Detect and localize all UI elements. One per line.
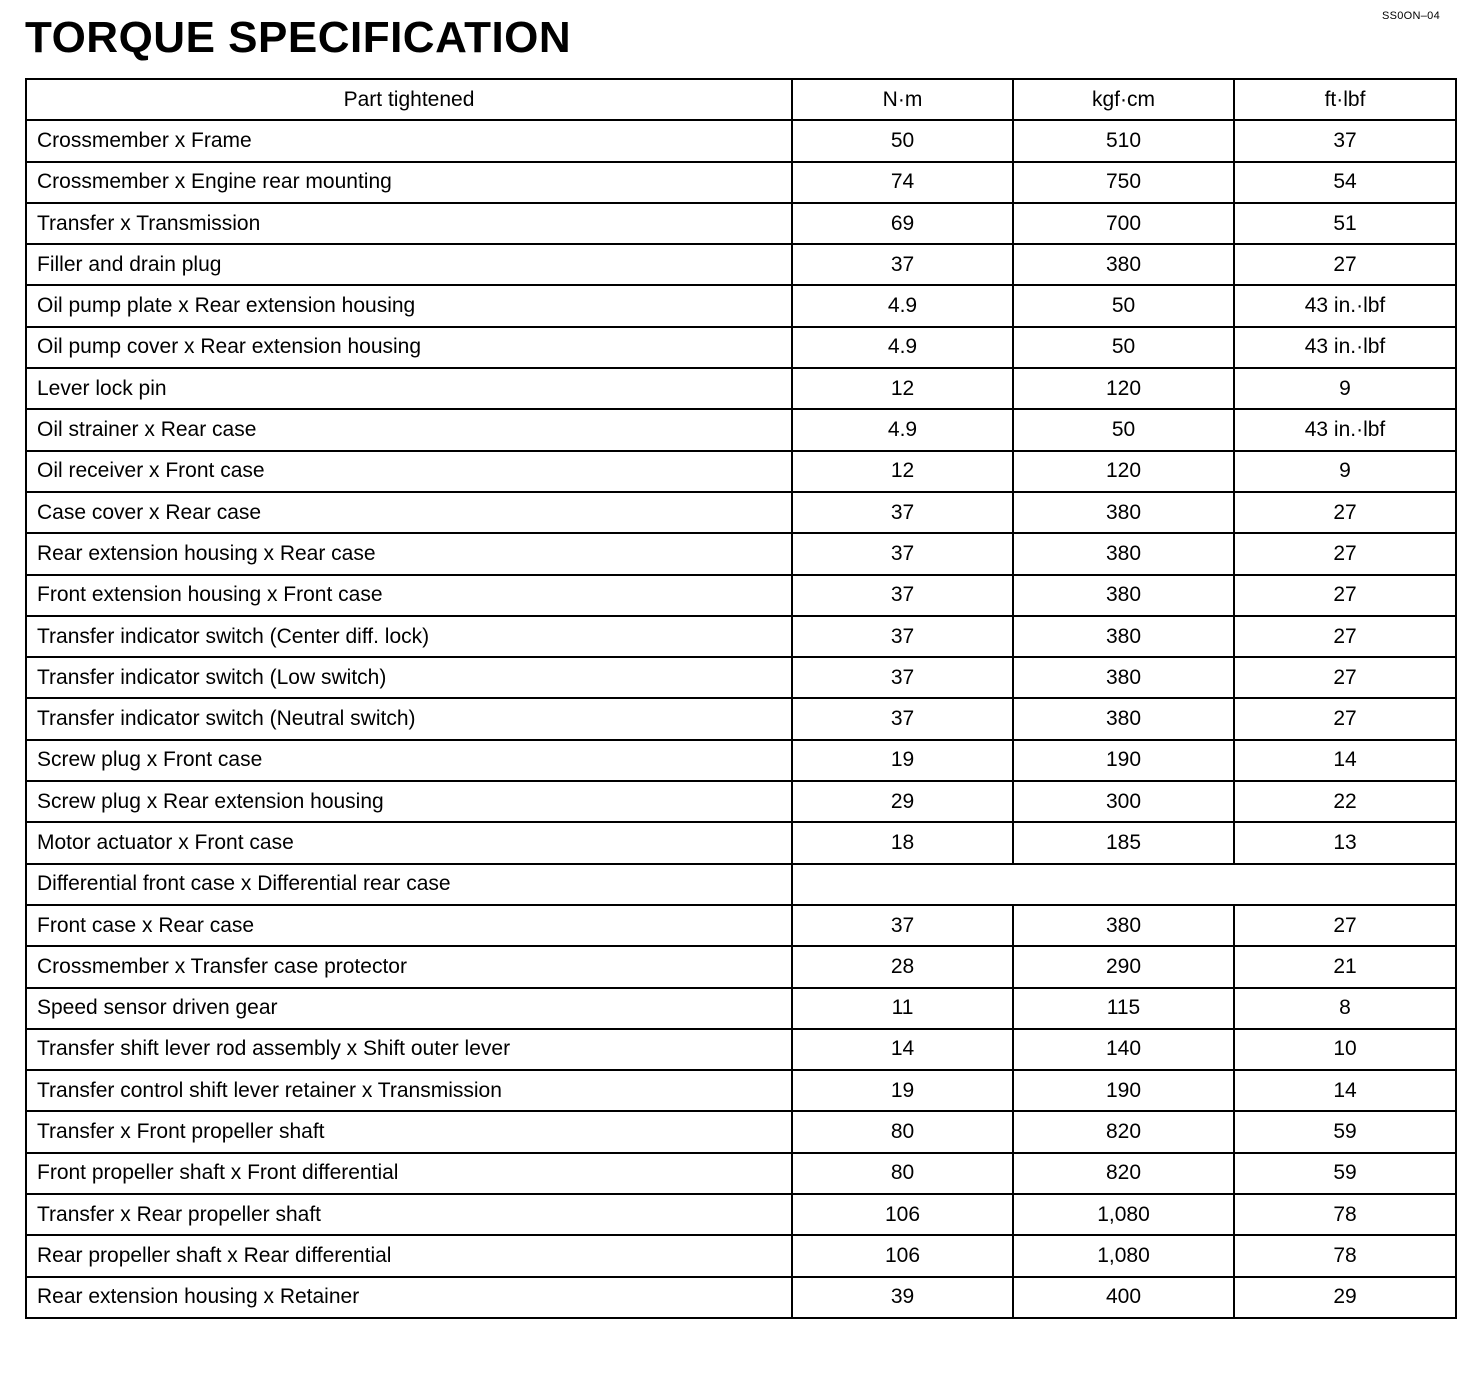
part-cell: Transfer x Transmission — [26, 203, 792, 244]
kgf-cm-cell: 1,080 — [1013, 1194, 1234, 1235]
nm-cell: 12 — [792, 451, 1013, 492]
ft-lbf-cell: 43 in.·lbf — [1234, 285, 1456, 326]
part-cell: Rear propeller shaft x Rear differential — [26, 1235, 792, 1276]
nm-cell: 37 — [792, 616, 1013, 657]
kgf-cm-cell: 115 — [1013, 988, 1234, 1029]
part-cell: Crossmember x Engine rear mounting — [26, 162, 792, 203]
kgf-cm-cell: 510 — [1013, 120, 1234, 161]
part-cell: Differential front case x Differential rear case — [26, 864, 792, 905]
table-row — [26, 285, 1456, 326]
table-row — [26, 988, 1456, 1029]
table-row — [26, 1029, 1456, 1070]
kgf-cm-cell: 50 — [1013, 285, 1234, 326]
kgf-cm-cell: 820 — [1013, 1111, 1234, 1152]
ft-lbf-cell: 22 — [1234, 781, 1456, 822]
nm-cell: 4.9 — [792, 285, 1013, 326]
table-row — [26, 575, 1456, 616]
kgf-cm-cell: 300 — [1013, 781, 1234, 822]
nm-cell: 12 — [792, 368, 1013, 409]
table-row — [26, 203, 1456, 244]
kgf-cm-cell: 120 — [1013, 451, 1234, 492]
kgf-cm-cell: 190 — [1013, 740, 1234, 781]
ft-lbf-cell: 14 — [1234, 1070, 1456, 1111]
ft-lbf-cell: 27 — [1234, 905, 1456, 946]
kgf-cm-cell: 380 — [1013, 533, 1234, 574]
document-code: SS0ON–04 — [1381, 10, 1440, 22]
nm-cell: 4.9 — [792, 409, 1013, 450]
ft-lbf-cell: 27 — [1234, 657, 1456, 698]
part-cell: Transfer shift lever rod assembly x Shift outer lever — [26, 1029, 792, 1070]
nm-cell: 19 — [792, 1070, 1013, 1111]
ft-lbf-cell: 27 — [1234, 698, 1456, 739]
table-header-row — [26, 79, 1456, 120]
header-nm: N·m — [792, 79, 1013, 120]
ft-lbf-cell: 54 — [1234, 162, 1456, 203]
nm-cell: 80 — [792, 1153, 1013, 1194]
nm-cell: 106 — [792, 1194, 1013, 1235]
part-cell: Rear extension housing x Rear case — [26, 533, 792, 574]
kgf-cm-cell: 190 — [1013, 1070, 1234, 1111]
ft-lbf-cell: 78 — [1234, 1235, 1456, 1276]
table-row — [26, 822, 1456, 863]
table-row — [26, 368, 1456, 409]
nm-cell: 19 — [792, 740, 1013, 781]
nm-cell: 37 — [792, 905, 1013, 946]
nm-cell: 37 — [792, 244, 1013, 285]
table-row — [26, 781, 1456, 822]
part-cell: Speed sensor driven gear — [26, 988, 792, 1029]
table-row — [26, 1194, 1456, 1235]
part-cell: Transfer x Front propeller shaft — [26, 1111, 792, 1152]
nm-cell: 69 — [792, 203, 1013, 244]
ft-lbf-cell: 8 — [1234, 988, 1456, 1029]
table-row — [26, 1235, 1456, 1276]
nm-cell: 14 — [792, 1029, 1013, 1070]
nm-cell: 37 — [792, 698, 1013, 739]
part-cell: Motor actuator x Front case — [26, 822, 792, 863]
nm-cell: 39 — [792, 1277, 1013, 1318]
table-row — [26, 946, 1456, 987]
part-cell: Front extension housing x Front case — [26, 575, 792, 616]
table-row — [26, 864, 1456, 905]
part-cell: Lever lock pin — [26, 368, 792, 409]
table-row — [26, 120, 1456, 161]
nm-cell: 4.9 — [792, 327, 1013, 368]
table-row — [26, 244, 1456, 285]
part-cell: Front case x Rear case — [26, 905, 792, 946]
part-cell: Transfer indicator switch (Neutral switch) — [26, 698, 792, 739]
ft-lbf-cell: 78 — [1234, 1194, 1456, 1235]
ft-lbf-cell: 59 — [1234, 1153, 1456, 1194]
kgf-cm-cell: 185 — [1013, 822, 1234, 863]
ft-lbf-cell: 9 — [1234, 368, 1456, 409]
ft-lbf-cell: 43 in.·lbf — [1234, 409, 1456, 450]
kgf-cm-cell: 380 — [1013, 575, 1234, 616]
kgf-cm-cell: 380 — [1013, 244, 1234, 285]
kgf-cm-cell: 750 — [1013, 162, 1234, 203]
part-cell: Crossmember x Frame — [26, 120, 792, 161]
ft-lbf-cell: 9 — [1234, 451, 1456, 492]
nm-cell: 37 — [792, 533, 1013, 574]
part-cell: Crossmember x Transfer case protector — [26, 946, 792, 987]
part-cell: Oil pump cover x Rear extension housing — [26, 327, 792, 368]
part-cell: Oil receiver x Front case — [26, 451, 792, 492]
ft-lbf-cell: 43 in.·lbf — [1234, 327, 1456, 368]
kgf-cm-cell: 290 — [1013, 946, 1234, 987]
kgf-cm-cell: 380 — [1013, 905, 1234, 946]
nm-cell: 80 — [792, 1111, 1013, 1152]
table-row — [26, 1153, 1456, 1194]
ft-lbf-cell: 27 — [1234, 575, 1456, 616]
kgf-cm-cell: 380 — [1013, 492, 1234, 533]
part-cell: Transfer indicator switch (Center diff. lock) — [26, 616, 792, 657]
part-cell: Front propeller shaft x Front differential — [26, 1153, 792, 1194]
nm-cell: 29 — [792, 781, 1013, 822]
kgf-cm-cell: 380 — [1013, 698, 1234, 739]
nm-cell: 37 — [792, 575, 1013, 616]
ft-lbf-cell: 14 — [1234, 740, 1456, 781]
kgf-cm-cell: 400 — [1013, 1277, 1234, 1318]
ft-lbf-cell: 29 — [1234, 1277, 1456, 1318]
ft-lbf-cell: 51 — [1234, 203, 1456, 244]
blank-merged-cell — [792, 864, 1456, 905]
part-cell: Transfer indicator switch (Low switch) — [26, 657, 792, 698]
ft-lbf-cell: 10 — [1234, 1029, 1456, 1070]
part-cell: Transfer x Rear propeller shaft — [26, 1194, 792, 1235]
table-row — [26, 698, 1456, 739]
nm-cell: 11 — [792, 988, 1013, 1029]
page-title: TORQUE SPECIFICATION — [25, 13, 572, 62]
header-part-tightened: Part tightened — [26, 79, 792, 120]
kgf-cm-cell: 1,080 — [1013, 1235, 1234, 1276]
part-cell: Case cover x Rear case — [26, 492, 792, 533]
kgf-cm-cell: 50 — [1013, 409, 1234, 450]
ft-lbf-cell: 59 — [1234, 1111, 1456, 1152]
kgf-cm-cell: 380 — [1013, 657, 1234, 698]
table-row — [26, 905, 1456, 946]
part-cell: Oil strainer x Rear case — [26, 409, 792, 450]
kgf-cm-cell: 120 — [1013, 368, 1234, 409]
table-row — [26, 492, 1456, 533]
kgf-cm-cell: 380 — [1013, 616, 1234, 657]
table-row — [26, 409, 1456, 450]
nm-cell: 28 — [792, 946, 1013, 987]
kgf-cm-cell: 820 — [1013, 1153, 1234, 1194]
ft-lbf-cell: 27 — [1234, 492, 1456, 533]
part-cell: Oil pump plate x Rear extension housing — [26, 285, 792, 326]
table-row — [26, 533, 1456, 574]
ft-lbf-cell: 27 — [1234, 616, 1456, 657]
ft-lbf-cell: 21 — [1234, 946, 1456, 987]
table-row — [26, 327, 1456, 368]
nm-cell: 37 — [792, 657, 1013, 698]
ft-lbf-cell: 27 — [1234, 244, 1456, 285]
nm-cell: 18 — [792, 822, 1013, 863]
nm-cell: 50 — [792, 120, 1013, 161]
table-row — [26, 657, 1456, 698]
part-cell: Screw plug x Rear extension housing — [26, 781, 792, 822]
table-row — [26, 1111, 1456, 1152]
part-cell: Rear extension housing x Retainer — [26, 1277, 792, 1318]
ft-lbf-cell: 37 — [1234, 120, 1456, 161]
table-row — [26, 451, 1456, 492]
kgf-cm-cell: 50 — [1013, 327, 1234, 368]
table-row — [26, 1070, 1456, 1111]
ft-lbf-cell: 27 — [1234, 533, 1456, 574]
header-kgf-cm: kgf·cm — [1013, 79, 1234, 120]
table-row — [26, 162, 1456, 203]
table-row — [26, 740, 1456, 781]
nm-cell: 37 — [792, 492, 1013, 533]
nm-cell: 106 — [792, 1235, 1013, 1276]
kgf-cm-cell: 140 — [1013, 1029, 1234, 1070]
nm-cell: 74 — [792, 162, 1013, 203]
part-cell: Screw plug x Front case — [26, 740, 792, 781]
ft-lbf-cell: 13 — [1234, 822, 1456, 863]
part-cell: Transfer control shift lever retainer x Transmission — [26, 1070, 792, 1111]
table-row — [26, 1277, 1456, 1318]
table-body — [26, 120, 1456, 1318]
table-row — [26, 616, 1456, 657]
header-ft-lbf: ft·lbf — [1234, 79, 1456, 120]
part-cell: Filler and drain plug — [26, 244, 792, 285]
torque-spec-table — [25, 78, 1457, 1319]
kgf-cm-cell: 700 — [1013, 203, 1234, 244]
